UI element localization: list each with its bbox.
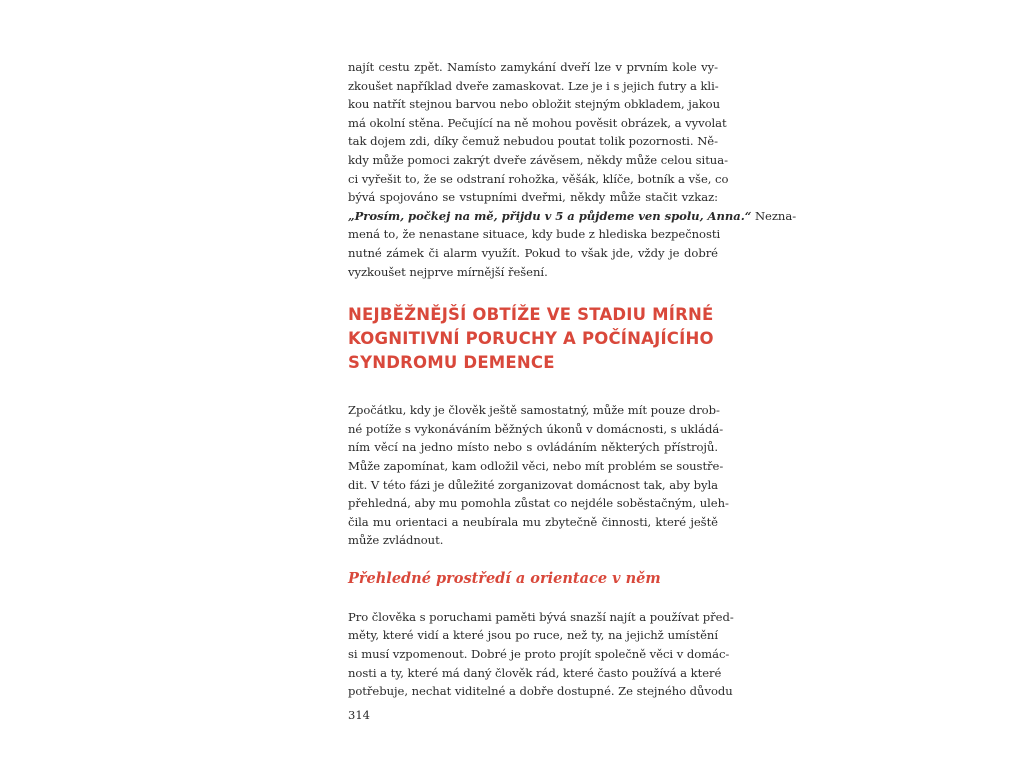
text-line: má okolní stěna. Pečující na ně mohou pověsit obrázek, a vyvolat <box>348 115 727 130</box>
text-line: tak dojem zdi, díky čemuž nebudou poutat tolik pozornosti. Ně- <box>348 134 718 149</box>
section-heading <box>348 303 718 375</box>
text-line: bývá spojováno se vstupními dveřmi, někdy může stačit vzkaz: <box>348 190 718 205</box>
text-line: potřebuje, nechat viditelné a dobře dostupné. Ze stejného důvodu <box>348 684 733 699</box>
text-line: vyzkoušet nejprve mírnější řešení. <box>348 264 548 279</box>
quote-tail-text: Nezna- <box>751 208 797 223</box>
text-line: si musí vzpomenout. Dobré je proto projít společně věci v domác- <box>348 647 730 662</box>
text-line: najít cestu zpět. Namísto zamykání dveří lze v prvním kole vy- <box>348 60 718 74</box>
body-paragraph-3 <box>348 608 734 701</box>
body-paragraph-1 <box>348 58 797 281</box>
text-line: Může zapomínat, kam odložil věci, nebo mít problém se soustře- <box>348 458 724 473</box>
text-line: Pro člověka s poruchami paměti bývá snazší najít a používat před- <box>348 609 734 624</box>
text-line: ci vyřešit to, že se odstraní rohožka, věšák, klíče, botník a vše, co <box>348 171 729 186</box>
text-line: dit. V této fázi je důležité zorganizovat domácnost tak, aby byla <box>348 477 718 492</box>
text-line: ním věcí na jedno místo nebo s ovládáním některých přístrojů. <box>348 440 718 455</box>
text-line: nutné zámek či alarm využít. Pokud to však jde, vždy je dobré <box>348 245 718 260</box>
section-heading-line: KOGNITIVNÍ PORUCHY A POČÍNAJÍCÍHO <box>348 329 714 349</box>
text-line: nosti a ty, které má daný člověk rád, které často používá a které <box>348 665 722 680</box>
section-heading-line: SYNDROMU DEMENCE <box>348 353 555 373</box>
section-heading-line: NEJBĚŽNĚJŠÍ OBTÍŽE VE STADIU MÍRNÉ <box>348 305 714 325</box>
text-line: čila mu orientaci a neubírala mu zbytečně činnosti, které ještě <box>348 514 718 529</box>
text-line: Zpočátku, kdy je člověk ještě samostatný, může mít pouze drob- <box>348 403 720 418</box>
body-paragraph-2 <box>348 401 729 550</box>
text-line-quote <box>348 207 797 226</box>
text-line: kou natřít stejnou barvou nebo obložit stejným obkladem, jakou <box>348 97 721 112</box>
text-line: kdy může pomoci zakrýt dveře závěsem, někdy může celou situa- <box>348 152 728 167</box>
page-text-column <box>348 58 797 701</box>
text-line: měty, které vidí a které jsou po ruce, než ty, na jejichž umístění <box>348 628 718 643</box>
subsection-heading: Přehledné prostředí a orientace v něm <box>348 569 661 587</box>
text-line: zkoušet například dveře zamaskovat. Lze je i s jejich futry a kli- <box>348 78 719 93</box>
page-number: 314 <box>348 708 370 722</box>
text-line: né potíže s vykonáváním běžných úkonů v domácnosti, s ukládá- <box>348 421 724 436</box>
quote-text: „Prosím, počkej na mě, přijdu v 5 a půjdeme ven spolu, Anna.“ <box>348 208 752 223</box>
text-line: může zvládnout. <box>348 533 444 548</box>
text-line: mená to, že nenastane situace, kdy bude z hlediska bezpečnosti <box>348 227 721 242</box>
text-line: přehledná, aby mu pomohla zůstat co nejdéle soběstačným, uleh- <box>348 496 729 511</box>
